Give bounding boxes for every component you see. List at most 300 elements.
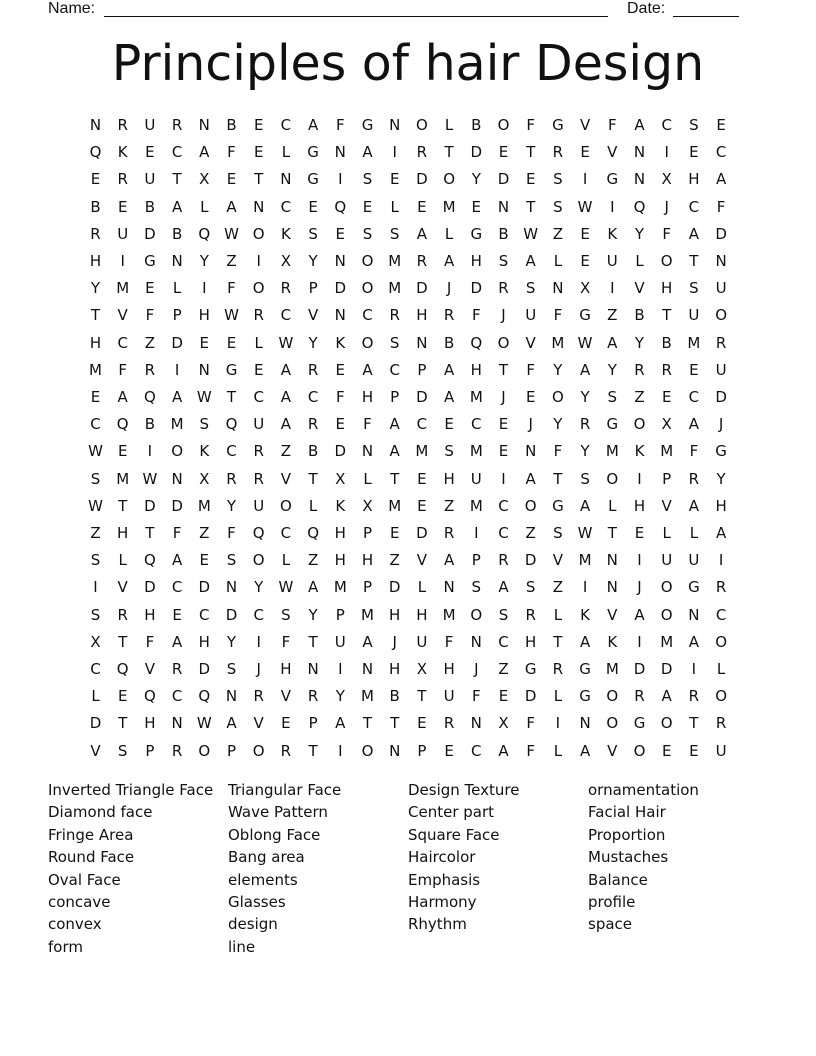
grid-letter: E <box>661 741 672 760</box>
grid-letter: L <box>553 741 563 760</box>
grid-letter: C <box>199 605 210 624</box>
grid-letter: R <box>226 469 237 488</box>
grid-letter: E <box>117 687 128 706</box>
grid-letter: S <box>281 605 291 624</box>
grid-letter: D <box>388 578 401 597</box>
grid-letter: S <box>553 170 563 189</box>
grid-letter: S <box>580 469 590 488</box>
grid-letter: J <box>446 279 452 298</box>
grid-letter: Q <box>334 197 347 216</box>
grid-letter: D <box>524 687 537 706</box>
grid-letter: T <box>118 714 128 733</box>
grid-letter: H <box>334 524 346 542</box>
grid-letter: U <box>144 170 156 189</box>
grid-letter: M <box>442 605 456 624</box>
grid-letter: O <box>361 252 374 270</box>
grid-letter: E <box>253 116 264 134</box>
grid-letter: R <box>253 306 264 325</box>
grid-letter: X <box>362 496 373 515</box>
grid-letter: J <box>637 578 642 597</box>
grid-letter: M <box>388 279 402 298</box>
grid-letter: L <box>444 224 454 243</box>
grid-letter: F <box>553 442 563 461</box>
grid-letter: A <box>525 252 536 270</box>
grid-letter: E <box>444 415 454 434</box>
grid-letter: A <box>715 170 727 189</box>
grid-letter: E <box>90 388 101 406</box>
grid-letter: W <box>88 442 103 461</box>
grid-letter: Q <box>116 660 129 678</box>
grid-letter: A <box>335 714 346 733</box>
grid-letter: T <box>526 143 536 162</box>
grid-letter: G <box>579 660 591 678</box>
grid-letter: T <box>90 306 101 325</box>
grid-letter: U <box>525 306 537 325</box>
grid-letter: R <box>688 469 700 488</box>
grid-letter: G <box>606 415 619 434</box>
grid-letter: W <box>196 714 212 733</box>
grid-letter: N <box>715 252 727 270</box>
grid-letter: S <box>226 660 237 678</box>
grid-letter: T <box>390 469 400 488</box>
grid-letter: J <box>718 415 724 434</box>
grid-letter: V <box>280 687 292 706</box>
grid-letter: V <box>253 714 264 733</box>
grid-letter: N <box>497 197 510 216</box>
grid-letter: W <box>577 333 593 352</box>
grid-letter: A <box>171 551 183 570</box>
grid-letter: T <box>172 170 182 189</box>
word-column <box>228 779 408 958</box>
grid-letter: N <box>361 660 374 678</box>
grid-letter: Q <box>307 524 319 542</box>
grid-letter: W <box>577 197 593 216</box>
grid-letter: I <box>474 524 479 542</box>
grid-letter: H <box>661 279 673 298</box>
grid-letter: G <box>552 496 564 515</box>
grid-letter: V <box>307 306 319 325</box>
grid-letter: P <box>417 741 427 760</box>
grid-letter: T <box>118 496 128 515</box>
grid-letter: L <box>281 143 291 162</box>
grid-letter: A <box>307 578 319 597</box>
grid-letter: W <box>224 306 239 325</box>
grid-letter: E <box>172 605 182 624</box>
grid-letter: Y <box>226 496 237 515</box>
grid-letter: A <box>688 632 700 651</box>
grid-letter: Z <box>552 578 564 597</box>
grid-letter: O <box>606 714 619 733</box>
grid-letter: E <box>335 415 346 434</box>
grid-letter: I <box>501 469 506 488</box>
grid-letter: N <box>89 116 102 134</box>
grid-letter: R <box>661 360 672 379</box>
grid-letter: T <box>308 741 318 760</box>
grid-letter: N <box>171 469 183 488</box>
grid-letter: F <box>662 224 671 243</box>
grid-letter: R <box>552 143 564 162</box>
grid-letter: D <box>198 578 211 597</box>
grid-letter: C <box>471 741 482 760</box>
name-blank-line <box>104 16 608 17</box>
grid-letter: C <box>362 306 373 325</box>
grid-letter: W <box>523 224 539 243</box>
grid-letter: R <box>525 605 536 624</box>
grid-letter: O <box>715 306 727 325</box>
grid-letter: S <box>90 551 101 570</box>
grid-letter: P <box>390 388 400 406</box>
grid-letter: J <box>256 660 261 678</box>
grid-letter: I <box>256 632 261 651</box>
grid-letter: M <box>170 415 184 434</box>
grid-letter: K <box>607 224 618 243</box>
grid-letter: F <box>526 741 535 760</box>
grid-letter: S <box>689 116 699 134</box>
grid-letter: C <box>498 632 509 651</box>
grid-letter: O <box>497 116 510 134</box>
grid-letter: M <box>415 442 429 461</box>
grid-letter: X <box>199 469 210 488</box>
grid-letter: N <box>225 578 238 597</box>
grid-letter: R <box>634 687 645 706</box>
grid-letter: F <box>118 360 127 379</box>
grid-letter: A <box>579 496 591 515</box>
grid-letter: D <box>225 605 238 624</box>
grid-letter: A <box>498 741 509 760</box>
grid-letter: Y <box>716 469 726 488</box>
grid-letter: F <box>471 687 481 706</box>
grid-letter: E <box>145 143 155 162</box>
grid-letter: Q <box>143 551 156 570</box>
grid-letter: O <box>252 741 265 760</box>
grid-letter: D <box>416 388 428 406</box>
grid-letter: J <box>501 388 506 406</box>
grid-letter: N <box>606 578 618 597</box>
grid-letter: V <box>117 306 128 325</box>
grid-letter: O <box>660 714 673 733</box>
grid-letter: H <box>633 496 646 515</box>
grid-letter: O <box>198 741 211 760</box>
grid-letter: F <box>689 442 699 461</box>
grid-letter: B <box>90 197 101 216</box>
grid-letter: P <box>308 714 318 733</box>
grid-letter: Q <box>116 415 129 434</box>
grid-letter: X <box>416 660 428 678</box>
grid-letter: O <box>606 687 619 706</box>
grid-letter: A <box>362 143 373 162</box>
grid-letter: S <box>362 170 373 189</box>
grid-letter: U <box>688 551 700 570</box>
grid-letter: I <box>338 660 343 678</box>
grid-letter: H <box>144 714 156 733</box>
grid-letter: O <box>660 252 673 270</box>
grid-letter: R <box>280 741 292 760</box>
grid-letter: E <box>444 741 454 760</box>
grid-letter: P <box>362 578 373 597</box>
word-column <box>408 779 588 936</box>
grid-letter: N <box>198 116 210 134</box>
word-item: ornamentation <box>588 781 699 799</box>
grid-letter: V <box>117 578 128 597</box>
grid-letter: F <box>172 524 182 542</box>
grid-letter: A <box>117 388 128 406</box>
grid-letter: V <box>90 741 101 760</box>
grid-letter: R <box>715 714 727 733</box>
grid-letter: R <box>171 741 183 760</box>
word-item: Balance <box>588 870 648 889</box>
grid-letter: Y <box>580 442 590 461</box>
grid-letter: Q <box>198 224 211 243</box>
grid-letter: C <box>498 496 509 515</box>
grid-letter: L <box>200 197 209 216</box>
grid-letter: L <box>91 687 100 706</box>
grid-letter: A <box>498 578 509 597</box>
grid-letter: C <box>307 388 319 406</box>
grid-letter: Z <box>280 442 292 461</box>
grid-letter: R <box>117 605 128 624</box>
grid-letter: L <box>553 605 563 624</box>
grid-letter: F <box>227 143 236 162</box>
grid-letter: O <box>633 415 646 434</box>
grid-letter: V <box>416 551 428 570</box>
grid-letter: E <box>145 279 155 298</box>
grid-letter: B <box>634 306 645 325</box>
grid-letter: Z <box>525 524 536 542</box>
word-item: line <box>228 937 256 956</box>
grid-letter: T <box>226 388 237 406</box>
grid-letter: A <box>280 415 292 434</box>
grid-letter: R <box>144 360 156 379</box>
grid-letter: G <box>579 687 591 706</box>
grid-letter: W <box>142 469 158 488</box>
grid-letter: R <box>715 578 727 597</box>
grid-letter: S <box>498 252 509 270</box>
grid-letter: O <box>551 388 564 406</box>
grid-letter: I <box>120 252 125 270</box>
grid-letter: D <box>89 714 102 733</box>
grid-letter: F <box>444 632 454 651</box>
grid-letter: V <box>607 605 618 624</box>
grid-letter: E <box>634 524 645 542</box>
grid-letter: Z <box>634 388 645 406</box>
grid-letter: Z <box>498 660 509 678</box>
grid-letter: A <box>362 360 373 379</box>
grid-letter: E <box>580 224 590 243</box>
grid-letter: A <box>688 496 700 515</box>
grid-letter: V <box>552 551 564 570</box>
grid-letter: L <box>662 524 671 542</box>
grid-letter: N <box>253 197 265 216</box>
grid-letter: T <box>526 197 536 216</box>
grid-letter: A <box>280 360 292 379</box>
grid-letter: I <box>338 741 343 760</box>
grid-letter: J <box>474 660 479 678</box>
grid-letter: L <box>281 551 291 570</box>
grid-letter: R <box>498 551 509 570</box>
grid-letter: A <box>171 388 183 406</box>
header <box>0 0 816 22</box>
grid-letter: G <box>688 578 700 597</box>
grid-letter: I <box>637 551 642 570</box>
word-item: design <box>228 915 278 934</box>
grid-letter: H <box>89 252 102 270</box>
grid-letter: C <box>171 687 183 706</box>
grid-letter: Y <box>471 170 481 189</box>
grid-letter: T <box>553 632 563 651</box>
grid-letter: S <box>308 224 318 243</box>
grid-letter: S <box>471 578 482 597</box>
grid-letter: Y <box>308 252 318 270</box>
grid-letter: L <box>390 197 399 216</box>
grid-letter: P <box>662 469 672 488</box>
grid-letter: Y <box>335 687 345 706</box>
grid-letter: T <box>689 714 699 733</box>
grid-letter: U <box>144 116 156 134</box>
grid-letter: R <box>307 360 319 379</box>
grid-letter: A <box>661 687 672 706</box>
grid-letter: E <box>362 197 373 216</box>
grid-letter: I <box>338 170 343 189</box>
grid-letter: G <box>552 116 564 134</box>
grid-letter: P <box>308 279 318 298</box>
grid-letter: E <box>689 360 699 379</box>
word-item: space <box>588 915 633 934</box>
grid-letter: U <box>443 687 455 706</box>
grid-letter: A <box>579 632 591 651</box>
grid-letter: E <box>417 714 427 733</box>
grid-letter: M <box>469 442 483 461</box>
grid-letter: M <box>605 442 619 461</box>
grid-letter: L <box>118 551 127 570</box>
grid-letter: Z <box>443 496 455 515</box>
grid-letter: T <box>254 170 264 189</box>
grid-letter: F <box>335 388 345 406</box>
grid-letter: E <box>335 224 346 243</box>
grid-letter: Q <box>143 687 156 706</box>
grid-letter: O <box>252 224 265 243</box>
grid-letter: A <box>389 415 400 434</box>
grid-letter: K <box>607 632 618 651</box>
grid-letter: D <box>660 660 673 678</box>
grid-letter: N <box>633 170 646 189</box>
grid-letter: H <box>361 388 374 406</box>
grid-letter: O <box>443 170 455 189</box>
grid-letter: Q <box>252 524 265 542</box>
grid-letter: D <box>715 224 727 243</box>
grid-letter: V <box>579 116 591 134</box>
grid-letter: F <box>526 360 535 379</box>
word-item: Mustaches <box>588 848 669 867</box>
grid-letter: T <box>444 143 454 162</box>
grid-letter: M <box>361 687 374 706</box>
grid-letter: T <box>689 252 699 270</box>
grid-letter: W <box>278 578 294 597</box>
grid-letter: A <box>280 388 292 406</box>
grid-letter: C <box>688 197 700 216</box>
grid-letter: E <box>580 143 590 162</box>
grid-letter: Y <box>634 333 645 352</box>
grid-letter: F <box>607 116 617 134</box>
grid-letter: F <box>526 714 535 733</box>
grid-letter: G <box>470 224 483 243</box>
grid-letter: L <box>172 279 182 298</box>
grid-letter: O <box>606 469 619 488</box>
grid-letter: U <box>117 224 129 243</box>
grid-letter: M <box>333 578 347 597</box>
grid-letter: D <box>715 388 727 406</box>
grid-letter: R <box>634 360 645 379</box>
grid-letter: R <box>117 116 128 134</box>
grid-letter: L <box>417 578 427 597</box>
grid-letter: C <box>280 197 292 216</box>
grid-letter: H <box>389 660 401 678</box>
date-label: Date: <box>627 0 666 17</box>
grid-letter: E <box>253 360 264 379</box>
grid-letter: H <box>443 469 455 488</box>
grid-letter: F <box>227 524 236 542</box>
grid-letter: S <box>199 415 210 434</box>
grid-letter: C <box>117 333 128 352</box>
grid-letter: N <box>389 116 401 134</box>
grid-letter: S <box>553 524 563 542</box>
grid-letter: H <box>361 551 374 570</box>
word-item: Facial Hair <box>588 803 666 822</box>
grid-letter: U <box>253 496 265 515</box>
grid-letter: U <box>416 632 428 651</box>
grid-letter: Q <box>143 388 156 406</box>
grid-letter: H <box>89 333 102 352</box>
grid-letter: E <box>90 170 101 189</box>
grid-letter: V <box>144 660 156 678</box>
grid-letter: C <box>715 143 727 162</box>
grid-letter: E <box>525 170 536 189</box>
grid-letter: H <box>389 605 401 624</box>
grid-letter: B <box>471 116 482 134</box>
grid-letter: H <box>443 660 455 678</box>
grid-letter: O <box>524 496 537 515</box>
grid-letter: H <box>416 605 428 624</box>
grid-letter: T <box>607 524 617 542</box>
grid-letter: Z <box>389 551 400 570</box>
grid-letter: S <box>689 279 699 298</box>
grid-letter: I <box>718 551 724 570</box>
grid-letter: A <box>443 388 455 406</box>
grid-letter: I <box>582 170 588 189</box>
grid-letter: V <box>634 279 645 298</box>
grid-letter: M <box>89 360 102 379</box>
grid-letter: O <box>361 741 374 760</box>
grid-letter: M <box>388 252 402 270</box>
page-title: Principles of hair Design <box>111 35 705 92</box>
grid-letter: A <box>688 224 700 243</box>
grid-letter: T <box>308 632 318 651</box>
grid-letter: I <box>610 197 615 216</box>
grid-letter: Q <box>89 143 102 162</box>
grid-letter: D <box>144 578 156 597</box>
grid-letter: N <box>470 632 482 651</box>
grid-letter: A <box>416 224 428 243</box>
grid-letter: P <box>335 605 345 624</box>
grid-letter: O <box>470 605 483 624</box>
grid-letter: I <box>637 469 642 488</box>
grid-letter: X <box>661 170 672 189</box>
grid-letter: P <box>471 551 481 570</box>
word-item: Rhythm <box>408 915 467 934</box>
grid-letter: L <box>553 687 563 706</box>
grid-letter: E <box>716 116 726 134</box>
grid-letter: C <box>253 605 264 624</box>
grid-letter: O <box>252 279 265 298</box>
